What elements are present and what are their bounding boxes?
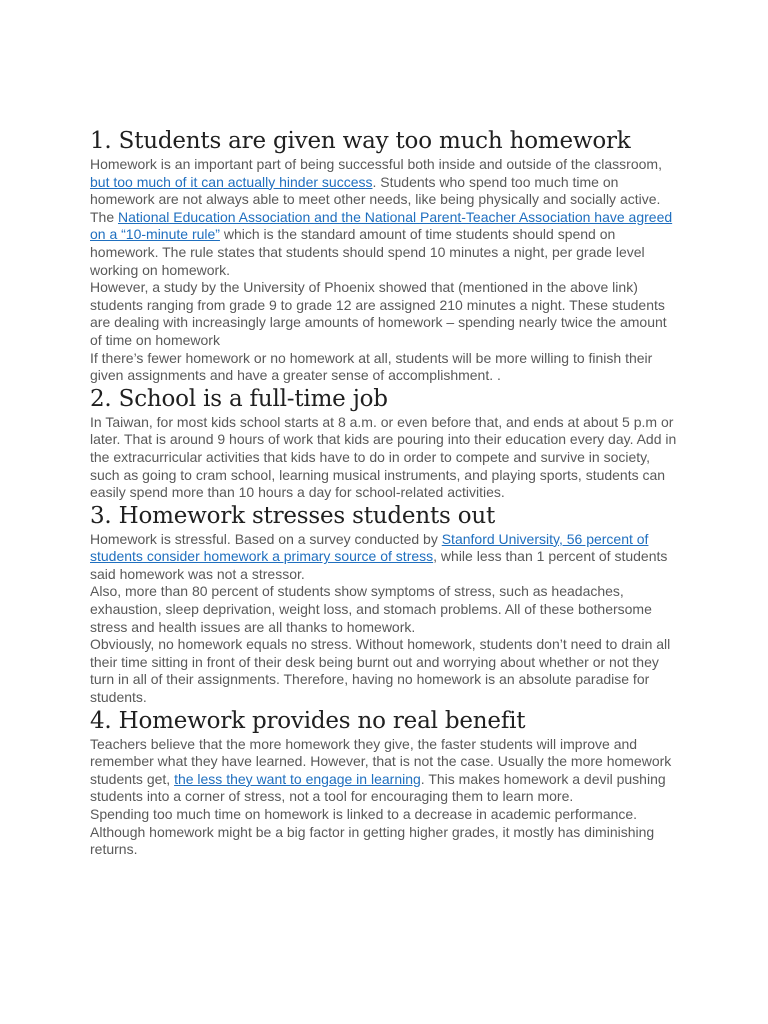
stanford-survey-link[interactable]: Stanford University, 56 percent of students consider homework a primary source of stress bbox=[90, 530, 649, 565]
section-1-paragraph: If there’s fewer homework or no homework at all, students will be more willing to finish their given assignments and have a greater sense of accomplishment. . bbox=[90, 349, 653, 384]
section-2-paragraph: In Taiwan, for most kids school starts at 8 a.m. or even before that, and ends at about 5 p.m or later. That is around 9 hours of work that kids are pouring into their education every day. Add in the extracurricular activities that kids have to do in order to compete and survive in society, such as going to cram school, learning musical instruments, and playing sports, students can easily spend more than 10 hours a day for school-related activities. bbox=[90, 413, 677, 501]
hinder-success-link[interactable]: but too much of it can actually hinder success bbox=[90, 173, 373, 190]
section-4-paragraph: Spending too much time on homework is linked to a decrease in academic performance. Although homework might be a big factor in getting higher grades, it mostly has diminishing returns. bbox=[90, 806, 655, 858]
section-4-paragraph: Teachers believe that the more homework they give, the faster students will improve and remember what they have learned. However, that is not the case. Usually the more homework students get, the less they want to engage in learning. This makes homework a devil pushing students into a corner of stress, not a tool for encouraging them to learn more. bbox=[90, 735, 672, 805]
section-2-heading: 2. School is a full-time job bbox=[90, 385, 388, 412]
section-3-paragraph: Also, more than 80 percent of students show symptoms of stress, such as headaches, exhaustion, sleep deprivation, weight loss, and stomach problems. All of these bothersome stress and health issues are all thanks to homework. bbox=[90, 583, 652, 635]
section-3-paragraph: Homework is stressful. Based on a survey conducted by Stanford University, 56 percent of students consider homework a primary source of stress, while less than 1 percent of students said homework was not a stressor. bbox=[90, 530, 668, 582]
section-1-paragraph: The National Education Association and the National Parent-Teacher Association have agreed on a “10-minute rule” which is the standard amount of time students should spend on homework. The rule states that students should spend 10 minutes a night, per grade level working on homework. bbox=[90, 208, 673, 278]
engage-in-learning-link[interactable]: the less they want to engage in learning bbox=[174, 770, 421, 787]
section-1-heading: 1. Students are given way too much homework bbox=[90, 128, 631, 154]
section-4-heading: 4. Homework provides no real benefit bbox=[90, 707, 526, 734]
nea-ten-minute-rule-link[interactable]: National Education Association and the National Parent-Teacher Association have agreed on a “10-minute rule” bbox=[90, 208, 673, 243]
section-3-heading: 3. Homework stresses students out bbox=[90, 502, 496, 529]
section-1-paragraph: However, a study by the University of Phoenix showed that (mentioned in the above link) students ranging from grade 9 to grade 12 are assigned 210 minutes a night. These students are dealing with increasingly large amounts of homework – spending nearly twice the amount of time on homework bbox=[90, 279, 667, 348]
section-3-paragraph: Obviously, no homework equals no stress. Without homework, students don’t need to drain all their time sitting in front of their desk being burnt out and worrying about whether or not they turn in all of their assignments. Therefore, having no homework is an absolute paradise for students. bbox=[90, 636, 671, 706]
document-body bbox=[90, 127, 680, 859]
section-1-paragraph: Homework is an important part of being successful both inside and outside of the classroom, but too much of it can actually hinder success. Students who spend too much time on homework are not always able to meet other needs, like being physically and socially active. bbox=[90, 156, 662, 208]
